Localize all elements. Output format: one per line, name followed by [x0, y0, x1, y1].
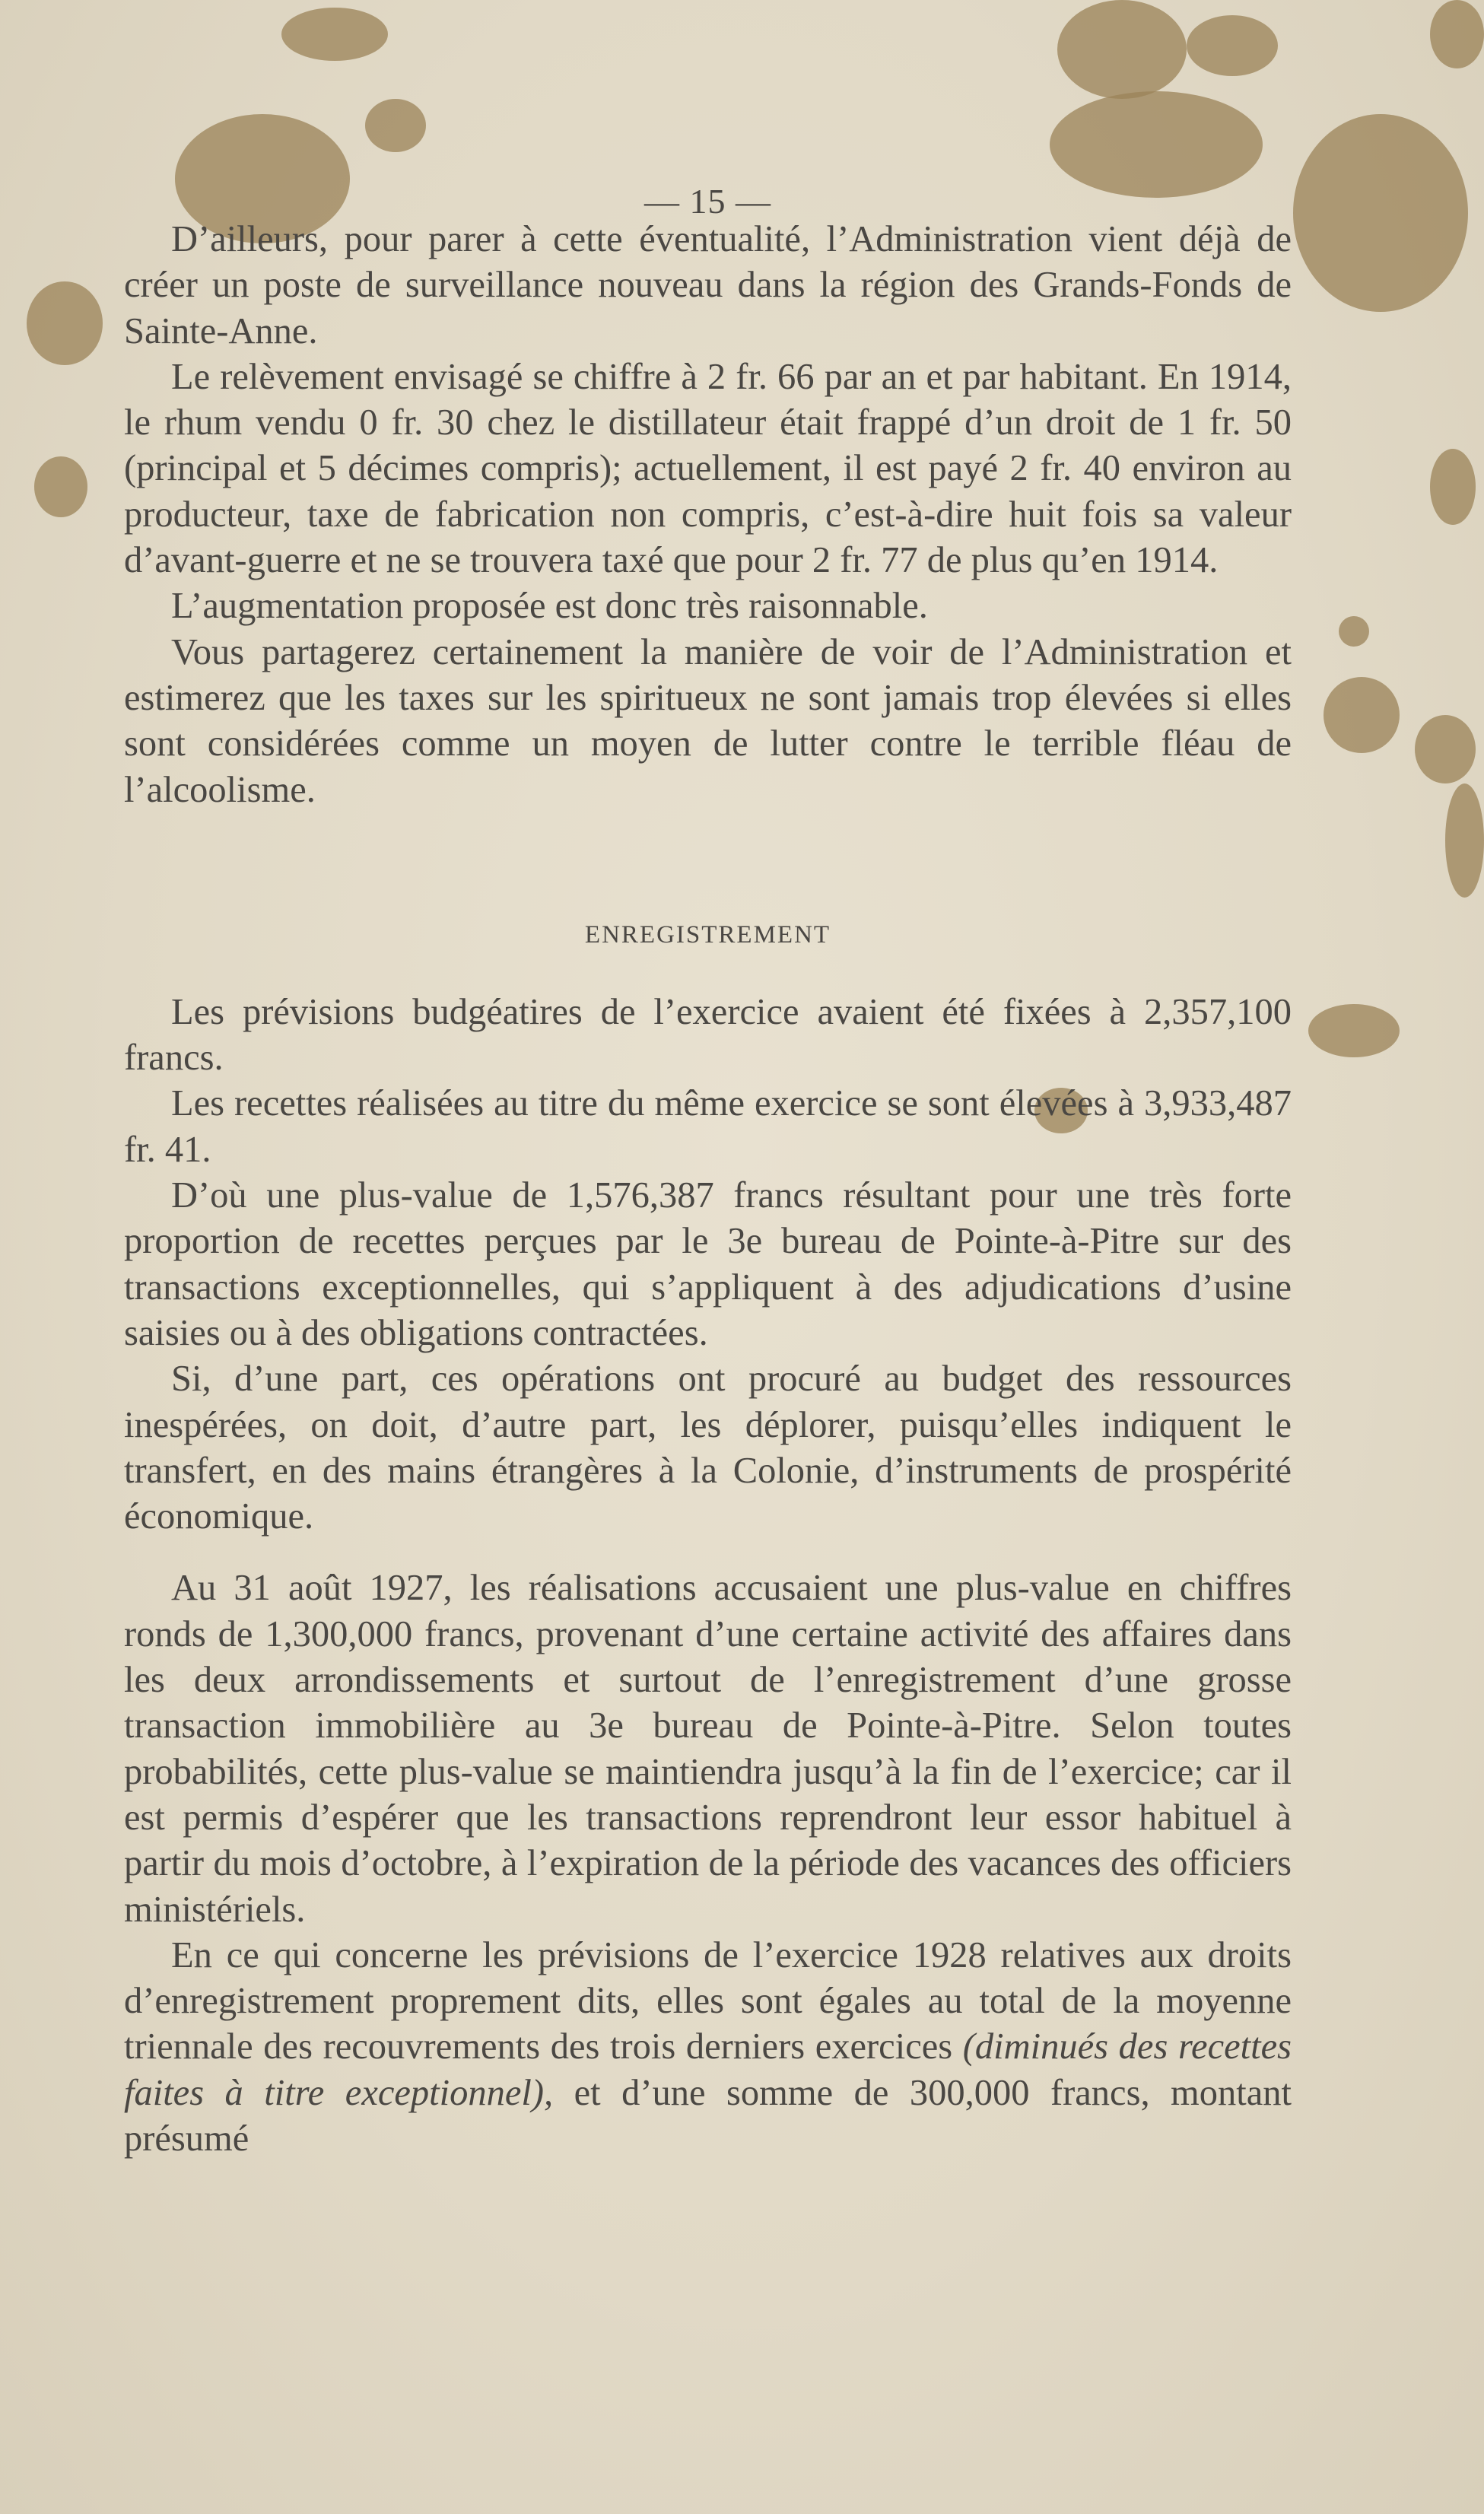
paragraph-text: et d’une somme de 300,000 francs, montant présumé — [124, 2072, 1292, 2159]
paragraph: Vous partagerez certainement la manière de voir de l’Administration et estimerez que les taxes sur les spiritueux ne sont jamais trop élevées si elles sont considérées comme un moyen de lutter contre le terrible fléau de l’alcoolisme. — [124, 631, 1292, 810]
stain — [1057, 0, 1187, 99]
stain — [1430, 0, 1484, 68]
paragraph-italic: (diminués des recettes faites à titre exceptionnel), — [124, 2026, 1292, 2113]
stain — [1339, 616, 1369, 647]
paragraph: L’augmentation proposée est donc très raisonnable. — [171, 586, 928, 627]
paragraph: Les recettes réalisées au titre du même exercice se sont élevées à 3,933,487 fr. 41. — [124, 1083, 1292, 1170]
stain — [1415, 715, 1476, 783]
stain — [34, 456, 87, 517]
stain — [27, 281, 103, 365]
document-body — [124, 179, 1292, 2162]
stain — [365, 99, 426, 152]
paragraph-last — [124, 1933, 1292, 2162]
stain — [1324, 677, 1400, 753]
paragraph: Le relèvement envisagé se chiffre à 2 fr. 66 par an et par habitant. En 1914, le rhum vendu 0 fr. 30 chez le distillateur était frappé d’un droit de 1 fr. 50 (principal et 5 décimes compris); actuellement, il est payé 2 fr. 40 environ au producteur, taxe de fabrication non compris, c’est-à-dire huit fois sa valeur d’avant-guerre et ne se trouvera taxé que pour 2 fr. 77 de plus qu’en 1914. — [124, 356, 1292, 581]
stain — [1430, 449, 1476, 525]
stain — [281, 8, 388, 61]
paragraph: D’ailleurs, pour parer à cette éventualité, l’Administration vient déjà de créer un poste de surveillance nouveau dans la région des Grands-Fonds de Sainte-Anne. — [124, 219, 1292, 351]
paragraph-text: En ce qui concerne les prévisions de l’exercice 1928 relatives aux droits d’enregistrement proprement dits, elles sont égales au total de la moyenne triennale des recouvrements des trois derniers exercices — [124, 1934, 1292, 2067]
paragraph: D’où une plus-value de 1,576,387 francs résultant pour une très forte proportion de recettes perçues par le 3e bureau de Pointe-à-Pitre sur des transactions exceptionnelles, qui s’appliquent à des adjudications d’usine saisies ou à des obligations contractées. — [124, 1175, 1292, 1353]
paragraph: Les prévisions budgéatires de l’exercice avaient été fixées à 2,357,100 francs. — [124, 991, 1292, 1079]
stain — [1293, 114, 1468, 312]
page-number: — 15 — — [644, 182, 771, 221]
stain — [1308, 1004, 1400, 1057]
section-title: ENREGISTREMENT — [584, 920, 831, 949]
stain — [1187, 15, 1278, 76]
paragraph: Au 31 août 1927, les réalisations accusaient une plus-value en chiffres ronds de 1,300,000 francs, provenant d’une certaine activité des affaires dans les deux arrondissements et surtout de l’enregistrement d’une grosse transaction immobilière au 3e bureau de Pointe-à-Pitre. Selon toutes probabilités, cette plus-value se maintiendra jusqu’à la fin de l’exercice; car il est permis d’espérer que les transactions reprendront leur essor habituel à partir du mois d’octobre, à l’expiration de la période des vacances des officiers ministériels. — [124, 1568, 1292, 1930]
stain — [1445, 783, 1484, 898]
paragraph: Si, d’une part, ces opérations ont procuré au budget des ressources inespérées, on doit, d’autre part, les déplorer, puisqu’elles indiquent le transfert, en des mains étrangères à la Colonie, d’instruments de prospérité économique. — [124, 1359, 1292, 1537]
